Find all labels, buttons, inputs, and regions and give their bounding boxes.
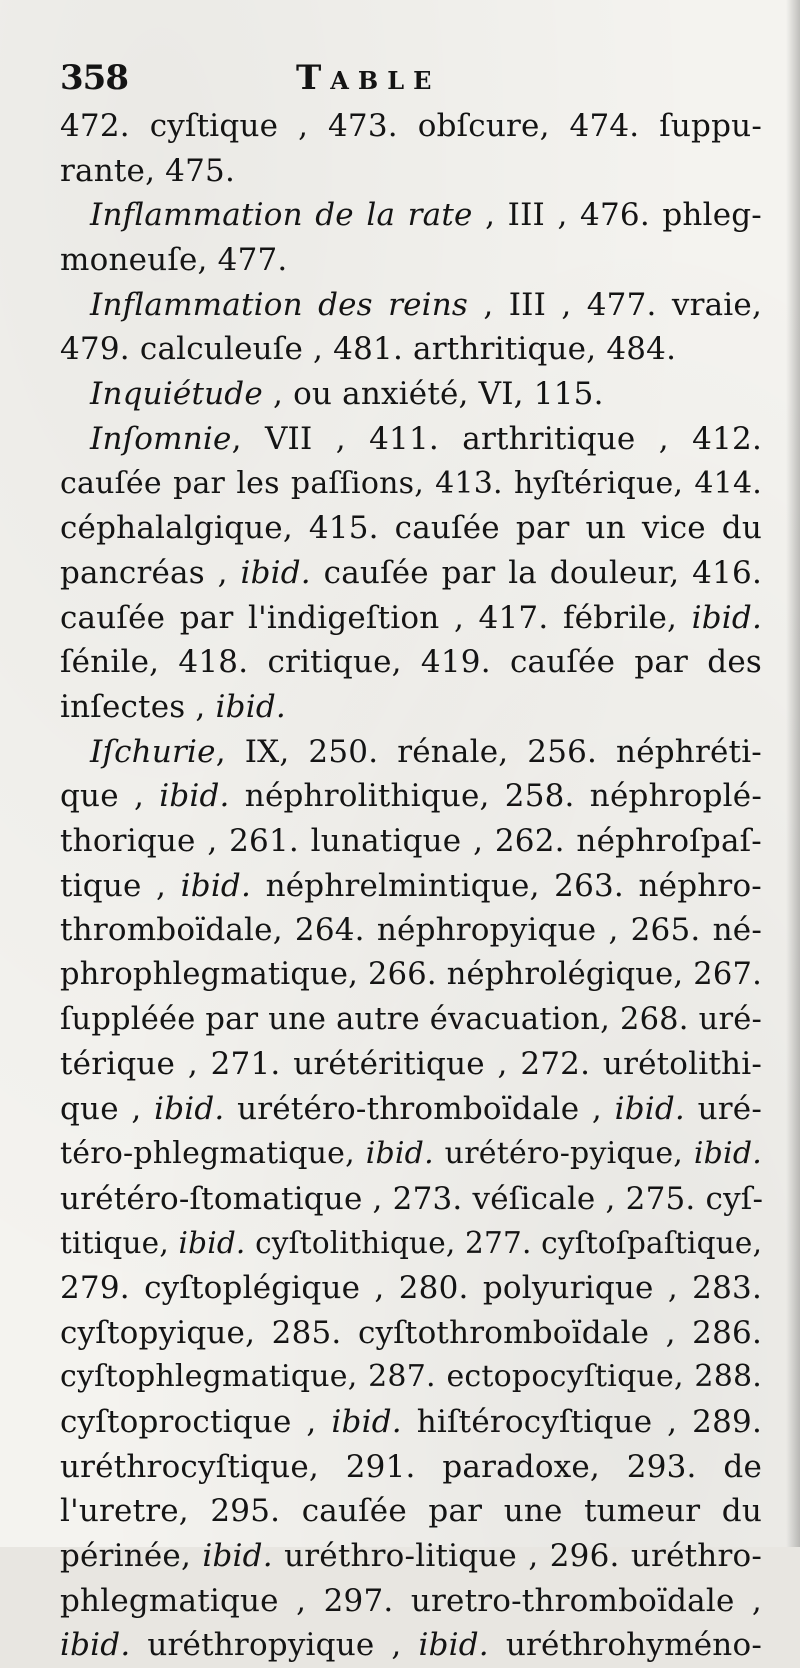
page-header xyxy=(60,58,760,108)
italic-term: Inflammation des reins xyxy=(90,286,469,323)
line-text: 472. cyſtique , 473. obſcure, 474. ſuppu- xyxy=(60,108,762,144)
line-text: uré- xyxy=(684,1091,763,1128)
line-text: néphrolithique, 258. néphroplé- xyxy=(229,778,762,815)
line-text: urétéro-pyique, xyxy=(433,1135,694,1171)
italic-term: ibid. xyxy=(691,599,762,636)
text-line xyxy=(60,1623,762,1668)
text-line xyxy=(60,998,762,1043)
text-line xyxy=(60,506,762,551)
line-text: uréthropyique , xyxy=(130,1627,419,1664)
line-text: , ou anxiété, VI, 115. xyxy=(262,376,604,413)
page-number: 358 xyxy=(60,58,128,98)
line-text: 479. calculeuſe , 481. arthritique, 484. xyxy=(60,331,677,368)
text-line xyxy=(60,1087,762,1132)
text-line xyxy=(60,953,762,998)
text-line xyxy=(60,1534,762,1579)
line-text: moneuſe, 477. xyxy=(60,242,288,279)
line-text: térique , 271. urétéritique , 272. urétolithi- xyxy=(60,1046,762,1083)
line-text: , III , 477. vraie, xyxy=(468,286,763,323)
text-line xyxy=(60,1445,762,1490)
line-text: , III , 476. phleg- xyxy=(472,197,762,234)
line-text: rante, 475. xyxy=(60,152,236,189)
italic-term: Iſchurie xyxy=(90,733,216,770)
italic-term: ibid. xyxy=(154,1091,225,1128)
line-text: thorique , 261. lunatique , 262. néphroſpaſ- xyxy=(60,823,762,859)
text-line xyxy=(60,283,762,328)
italic-term: ibid. xyxy=(215,688,286,725)
italic-term: Inflammation de la rate xyxy=(90,197,473,234)
italic-term: ibid. xyxy=(418,1627,489,1664)
page-edge-shadow xyxy=(786,0,800,1547)
text-line xyxy=(60,730,762,775)
line-text: urétéro-thromboïdale , xyxy=(224,1091,615,1128)
text-line xyxy=(60,819,762,864)
italic-term: ibid. xyxy=(614,1091,685,1128)
line-text: cauſée par l'indigeſtion , 417. fébrile, xyxy=(60,599,692,636)
line-text: cyſtolithique, 277. cyſtoſpaſtique, xyxy=(245,1226,763,1261)
text-line xyxy=(60,417,762,462)
line-text: uréthrohyméno- xyxy=(488,1627,762,1664)
running-head: Table xyxy=(296,58,441,98)
text-line xyxy=(60,551,762,596)
text-line xyxy=(60,1311,762,1356)
line-text: , VII , 411. arthritique , 412. xyxy=(231,420,762,457)
line-text: cauſée par la douleur, 416. xyxy=(310,554,762,591)
line-text: périnée, xyxy=(60,1538,203,1574)
text-line xyxy=(60,774,762,819)
italic-term: ibid. xyxy=(60,1627,131,1664)
text-line xyxy=(60,238,762,283)
index-text xyxy=(60,104,762,1668)
line-text: uréthro-litique , 296. uréthro- xyxy=(272,1538,762,1574)
line-text: ſuppléée par une autre évacuation, 268. uré- xyxy=(60,1001,762,1037)
line-text: urétéro-ſtomatique , 273. véſicale , 275. cyſ- xyxy=(60,1180,764,1217)
italic-term: Inſomnie xyxy=(90,420,232,457)
line-text: phlegmatique , 297. uretro-thromboïdale , xyxy=(60,1582,762,1619)
line-text: hiſtérocyſtique , 289. xyxy=(401,1403,762,1440)
text-line xyxy=(60,1221,762,1266)
text-line xyxy=(60,1132,762,1177)
italic-term: Inquiétude xyxy=(90,376,263,413)
text-line xyxy=(60,1042,762,1087)
text-line xyxy=(60,372,762,417)
text-line xyxy=(60,596,762,641)
text-line xyxy=(60,685,762,730)
italic-term: ibid. xyxy=(178,1226,246,1261)
text-line xyxy=(60,462,762,507)
line-text: néphrelmintique, 263. néphro- xyxy=(251,867,762,904)
line-text: que , xyxy=(60,1091,155,1128)
line-text: céphalalgique, 415. cauſée par un vice du xyxy=(60,510,762,547)
line-text: inſectes , xyxy=(60,688,216,725)
line-text: phrophlegmatique, 266. néphrolégique, 267. xyxy=(60,957,762,993)
text-line xyxy=(60,1489,762,1534)
text-line xyxy=(60,327,762,372)
line-text: que , xyxy=(60,778,160,815)
text-line xyxy=(60,104,762,149)
text-line xyxy=(60,1355,762,1400)
text-line xyxy=(60,908,762,953)
line-text: tique , xyxy=(60,867,181,904)
text-line xyxy=(60,1579,762,1624)
line-text: ſénile, 418. critique, 419. cauſée par des xyxy=(60,644,762,681)
text-line xyxy=(60,640,762,685)
line-text: cauſée par les paſſions, 413. hyſtérique, 414. xyxy=(60,465,762,501)
line-text: pancréas , xyxy=(60,554,241,591)
italic-term: ibid. xyxy=(180,867,252,904)
italic-term: ibid. xyxy=(240,554,311,591)
text-line xyxy=(60,1400,762,1445)
text-line xyxy=(60,864,762,909)
line-text: téro-phlegmatique, xyxy=(60,1135,366,1171)
text-line xyxy=(60,1177,762,1222)
italic-term: ibid. xyxy=(693,1135,762,1171)
line-text: cyſtoproctique , xyxy=(60,1403,332,1440)
text-line xyxy=(60,149,762,194)
line-text: , IX, 250. rénale, 256. néphréti- xyxy=(215,733,762,770)
line-text: cyſtopyique, 285. cyſtothromboïdale , 286. xyxy=(60,1314,762,1351)
line-text: 279. cyſtoplégique , 280. polyurique , 283. xyxy=(60,1269,762,1306)
line-text: thromboïdale, 264. néphropyique , 265. né- xyxy=(60,912,762,949)
italic-term: ibid. xyxy=(202,1538,273,1574)
line-text: l'uretre, 295. cauſée par une tumeur du xyxy=(60,1493,762,1530)
line-text: titique, xyxy=(60,1226,179,1261)
text-line xyxy=(60,193,762,238)
italic-term: ibid. xyxy=(331,1403,402,1440)
text-line xyxy=(60,1266,762,1311)
line-text: cyſtophlegmatique, 287. ectopocyſtique, 288. xyxy=(60,1359,762,1395)
italic-term: ibid. xyxy=(159,778,230,815)
italic-term: ibid. xyxy=(365,1135,434,1171)
line-text: uréthrocyſtique, 291. paradoxe, 293. de xyxy=(60,1448,762,1485)
